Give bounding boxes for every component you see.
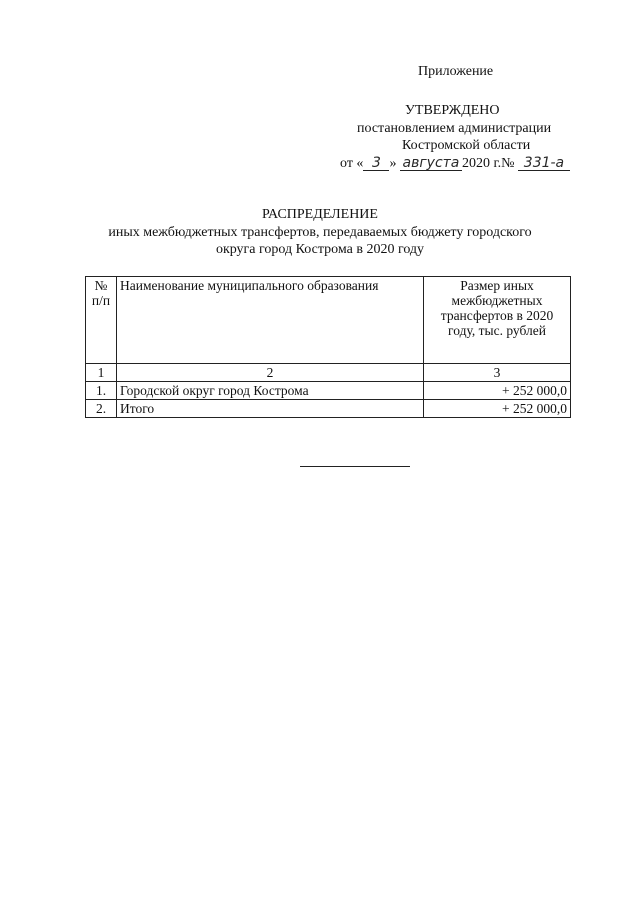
appendix-label: Приложение bbox=[418, 64, 494, 79]
header-cell-name: Наименование муниципального образования bbox=[117, 277, 424, 364]
table-row bbox=[86, 400, 571, 418]
date-prefix: от « bbox=[340, 156, 364, 171]
row-number: 1. bbox=[86, 382, 117, 400]
row-number: 2. bbox=[86, 400, 117, 418]
date-number-line bbox=[340, 156, 570, 172]
date-month: августа bbox=[400, 156, 462, 171]
approved-label: УТВЕРЖДЕНО bbox=[405, 103, 500, 118]
row-value: + 252 000,0 bbox=[424, 400, 571, 418]
column-number-row bbox=[86, 364, 571, 382]
column-number-1: 1 bbox=[86, 364, 117, 382]
document-number: 331-а bbox=[518, 156, 570, 171]
document-title: РАСПРЕДЕЛЕНИЕ bbox=[262, 207, 378, 222]
row-name: Городской округ город Кострома bbox=[117, 382, 424, 400]
approved-by-line: постановлением администрации bbox=[357, 121, 552, 136]
date-year-suffix: 2020 г.№ bbox=[461, 156, 515, 171]
date-quote-close: » bbox=[389, 156, 397, 171]
row-name: Итого bbox=[117, 400, 424, 418]
date-day: 3 bbox=[363, 156, 389, 171]
column-number-2: 2 bbox=[117, 364, 424, 382]
column-number-3: 3 bbox=[424, 364, 571, 382]
distribution-table bbox=[85, 276, 571, 418]
region-line: Костромской области bbox=[402, 138, 531, 153]
document-subtitle-2: округа город Кострома в 2020 году bbox=[215, 242, 425, 257]
row-value: + 252 000,0 bbox=[424, 382, 571, 400]
document-subtitle-1: иных межбюджетных трансфертов, передаваемых бюджету городского bbox=[108, 225, 532, 240]
closing-rule bbox=[300, 466, 410, 467]
header-cell-amount: Размер иных межбюджетных трансфертов в 2020 году, тыс. рублей bbox=[424, 277, 571, 364]
table-row bbox=[86, 382, 571, 400]
header-cell-number: № п/п bbox=[86, 277, 117, 364]
table-header-row bbox=[86, 277, 571, 364]
